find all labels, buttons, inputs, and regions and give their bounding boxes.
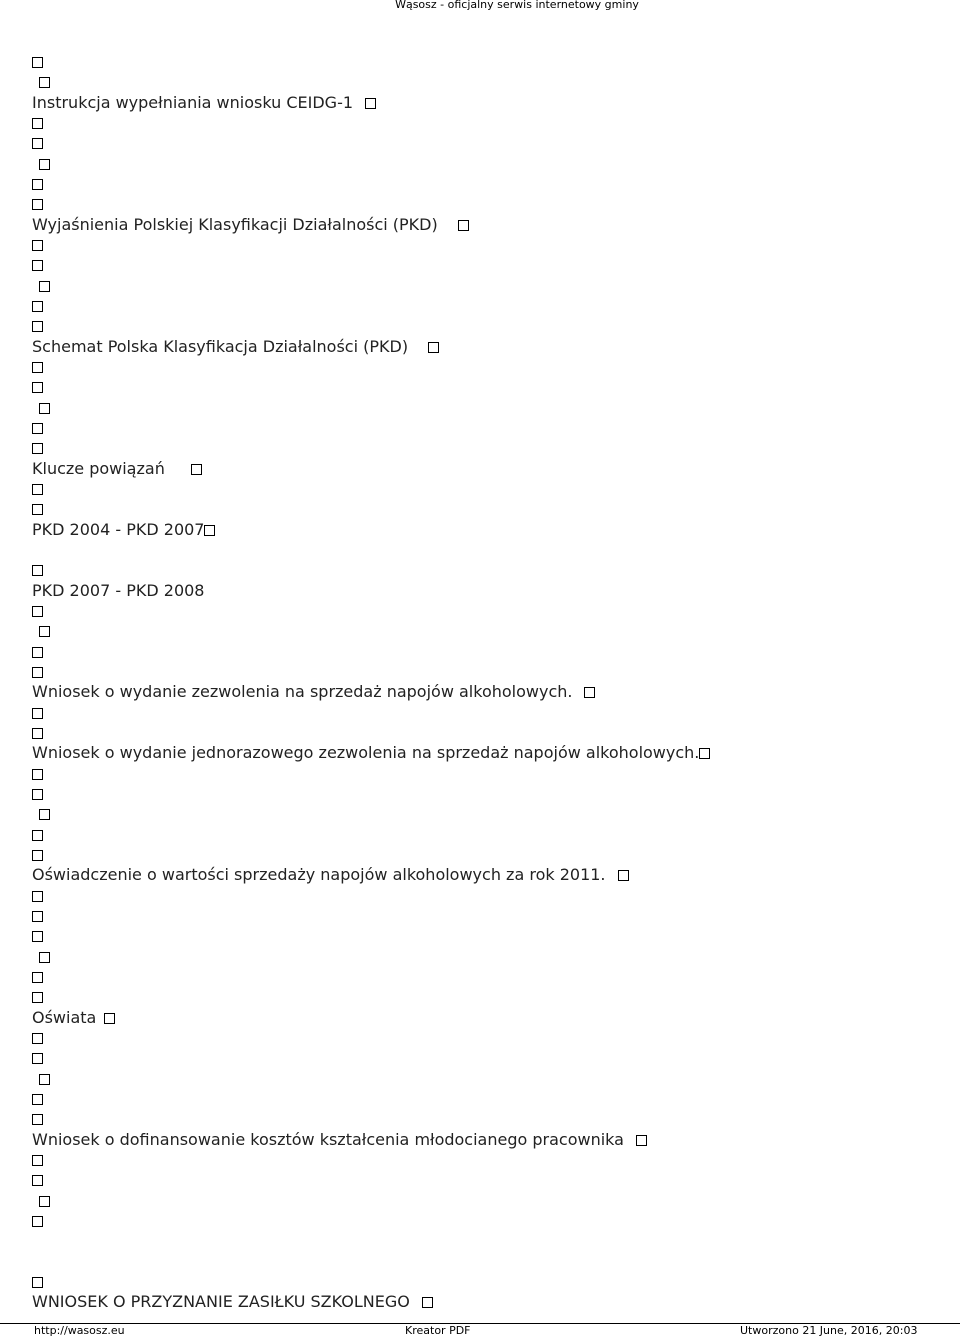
list-item bbox=[32, 316, 43, 336]
empty-box-icon bbox=[32, 931, 43, 942]
list-item bbox=[32, 845, 43, 865]
page-footer bbox=[0, 1323, 960, 1339]
list-item bbox=[32, 1211, 43, 1231]
empty-box-icon bbox=[584, 687, 595, 698]
empty-box-icon bbox=[39, 626, 50, 637]
doc-link-school-allowance[interactable]: WNIOSEK O PRZYZNANIE ZASIŁKU SZKOLNEGO bbox=[32, 1292, 433, 1312]
list-item bbox=[32, 1089, 43, 1109]
empty-box-icon bbox=[32, 199, 43, 210]
list-item bbox=[32, 1272, 43, 1292]
list-item bbox=[32, 906, 43, 926]
list-item bbox=[32, 418, 43, 438]
list-item bbox=[32, 723, 43, 743]
empty-box-icon bbox=[32, 382, 43, 393]
list-item bbox=[32, 926, 43, 946]
empty-box-icon bbox=[32, 992, 43, 1003]
site-title: Wąsosz - oficjalny serwis internetowy gminy bbox=[395, 0, 639, 11]
list-item bbox=[32, 1170, 43, 1190]
empty-box-icon bbox=[32, 118, 43, 129]
empty-box-icon bbox=[32, 1277, 43, 1288]
empty-box-icon bbox=[32, 606, 43, 617]
empty-box-icon bbox=[32, 484, 43, 495]
empty-box-icon bbox=[32, 1033, 43, 1044]
footer-created: Utworzono 21 June, 2016, 20:03 bbox=[740, 1324, 918, 1337]
list-item bbox=[32, 1069, 50, 1089]
doc-link-pkd-schema[interactable]: Schemat Polska Klasyfikacja Działalności (PKD) bbox=[32, 337, 439, 357]
empty-box-icon bbox=[32, 301, 43, 312]
empty-box-icon bbox=[32, 504, 43, 515]
empty-box-icon bbox=[39, 809, 50, 820]
empty-box-icon bbox=[32, 362, 43, 373]
empty-box-icon bbox=[422, 1297, 433, 1308]
list-item bbox=[32, 133, 43, 153]
empty-box-icon bbox=[32, 911, 43, 922]
empty-box-icon bbox=[32, 789, 43, 800]
footer-generator: Kreator PDF bbox=[405, 1324, 471, 1337]
doc-link-pkd-2004-2007[interactable]: PKD 2004 - PKD 2007 bbox=[32, 520, 215, 540]
list-item bbox=[32, 276, 50, 296]
list-item bbox=[32, 1109, 43, 1129]
empty-box-icon bbox=[191, 464, 202, 475]
empty-box-icon bbox=[32, 972, 43, 983]
list-item bbox=[32, 642, 43, 662]
empty-box-icon bbox=[32, 667, 43, 678]
doc-link-pkd-explanations[interactable]: Wyjaśnienia Polskiej Klasyfikacji Działalności (PKD) bbox=[32, 215, 469, 235]
list-item bbox=[32, 621, 50, 641]
list-item bbox=[32, 52, 43, 72]
list-item bbox=[32, 886, 43, 906]
empty-box-icon bbox=[32, 423, 43, 434]
list-item bbox=[32, 703, 43, 723]
empty-box-icon bbox=[39, 281, 50, 292]
empty-box-icon bbox=[204, 525, 215, 536]
doc-link-ceidg[interactable]: Instrukcja wypełniania wniosku CEIDG-1 bbox=[32, 93, 376, 113]
empty-box-icon bbox=[32, 443, 43, 454]
empty-box-icon bbox=[32, 1053, 43, 1064]
empty-box-icon bbox=[32, 321, 43, 332]
empty-box-icon bbox=[32, 1155, 43, 1166]
empty-box-icon bbox=[699, 748, 710, 759]
list-item bbox=[32, 255, 43, 275]
empty-box-icon bbox=[458, 220, 469, 231]
empty-box-icon bbox=[32, 1216, 43, 1227]
list-item bbox=[32, 784, 43, 804]
empty-box-icon bbox=[32, 240, 43, 251]
list-item bbox=[32, 825, 43, 845]
list-item bbox=[32, 296, 43, 316]
list-item bbox=[32, 662, 43, 682]
empty-box-icon bbox=[32, 728, 43, 739]
list-item bbox=[32, 72, 50, 92]
empty-box-icon bbox=[39, 159, 50, 170]
list-item bbox=[32, 154, 50, 174]
empty-box-icon bbox=[618, 870, 629, 881]
list-item bbox=[32, 235, 43, 255]
list-item bbox=[32, 113, 43, 133]
list-item bbox=[32, 398, 50, 418]
list-item bbox=[32, 174, 43, 194]
doc-link-alcohol-onetime[interactable]: Wniosek o wydanie jednorazowego zezwolenia na sprzedaż napojów alkoholowych. bbox=[32, 743, 710, 763]
list-item bbox=[32, 357, 43, 377]
empty-box-icon bbox=[32, 138, 43, 149]
empty-box-icon bbox=[32, 769, 43, 780]
empty-box-icon bbox=[365, 98, 376, 109]
empty-box-icon bbox=[32, 260, 43, 271]
empty-box-icon bbox=[32, 1175, 43, 1186]
list-item bbox=[32, 1048, 43, 1068]
list-item bbox=[32, 377, 43, 397]
empty-box-icon bbox=[32, 850, 43, 861]
empty-box-icon bbox=[32, 1114, 43, 1125]
footer-url[interactable]: http://wasosz.eu bbox=[34, 1324, 125, 1337]
empty-box-icon bbox=[104, 1013, 115, 1024]
doc-link-education[interactable]: Oświata bbox=[32, 1008, 115, 1028]
doc-link-keys[interactable]: Klucze powiązań bbox=[32, 459, 202, 479]
list-item bbox=[32, 1191, 50, 1211]
empty-box-icon bbox=[32, 57, 43, 68]
empty-box-icon bbox=[32, 891, 43, 902]
doc-link-training-funding[interactable]: Wniosek o dofinansowanie kosztów kształcenia młodocianego pracownika bbox=[32, 1130, 647, 1150]
list-item bbox=[32, 601, 43, 621]
empty-box-icon bbox=[39, 1196, 50, 1207]
list-item bbox=[32, 804, 50, 824]
list-item bbox=[32, 1150, 43, 1170]
empty-box-icon bbox=[32, 830, 43, 841]
list-item bbox=[32, 947, 50, 967]
list-item bbox=[32, 479, 43, 499]
doc-link-alcohol-statement[interactable]: Oświadczenie o wartości sprzedaży napojów alkoholowych za rok 2011. bbox=[32, 865, 629, 885]
list-item bbox=[32, 438, 43, 458]
list-item bbox=[32, 1028, 43, 1048]
doc-link-alcohol-permit[interactable]: Wniosek o wydanie zezwolenia na sprzedaż napojów alkoholowych. bbox=[32, 682, 595, 702]
list-item bbox=[32, 499, 43, 519]
empty-box-icon bbox=[39, 403, 50, 414]
list-item bbox=[32, 987, 43, 1007]
empty-box-icon bbox=[636, 1135, 647, 1146]
empty-box-icon bbox=[39, 952, 50, 963]
empty-box-icon bbox=[32, 1094, 43, 1105]
doc-link-pkd-2007-2008[interactable]: PKD 2007 - PKD 2008 bbox=[32, 581, 205, 600]
list-item bbox=[32, 194, 43, 214]
empty-box-icon bbox=[428, 342, 439, 353]
empty-box-icon bbox=[39, 1074, 50, 1085]
empty-box-icon bbox=[32, 565, 43, 576]
list-item bbox=[32, 967, 43, 987]
empty-box-icon bbox=[39, 77, 50, 88]
empty-box-icon bbox=[32, 647, 43, 658]
list-item bbox=[32, 764, 43, 784]
empty-box-icon bbox=[32, 708, 43, 719]
empty-box-icon bbox=[32, 179, 43, 190]
list-item bbox=[32, 560, 43, 580]
